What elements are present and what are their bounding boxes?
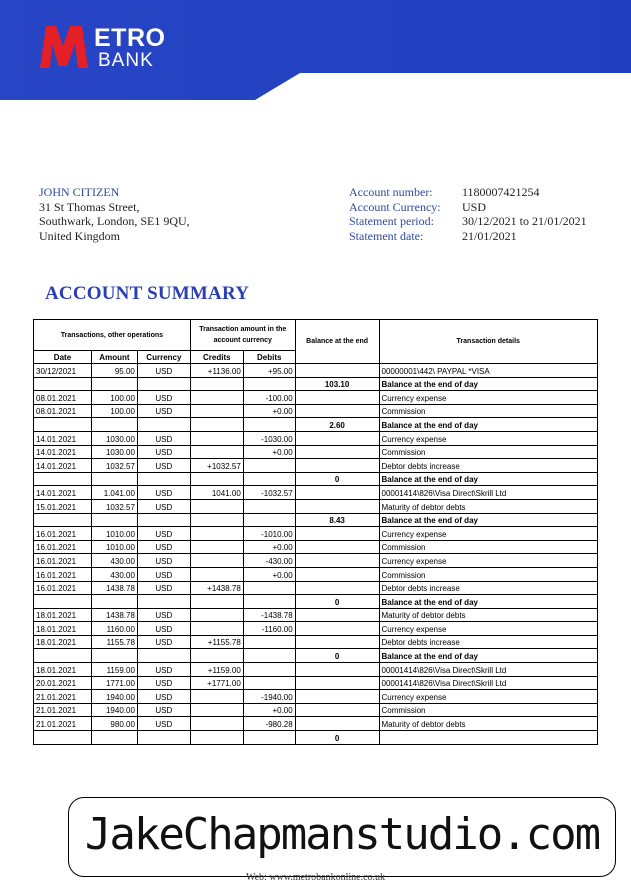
cell-amount: 430.00	[91, 567, 137, 581]
header-transaction-amount: Transaction amount in the account currency	[190, 320, 295, 351]
cell-details: Balance at the end of day	[379, 377, 598, 391]
cell-balance	[295, 663, 379, 677]
statement-period-label: Statement period:	[349, 214, 434, 228]
cell-debits	[243, 472, 295, 486]
cell-date: 20.01.2021	[34, 676, 92, 690]
cell-date: 15.01.2021	[34, 499, 92, 513]
cell-currency: USD	[137, 663, 190, 677]
table-row	[34, 445, 598, 459]
cell-details: Commission	[379, 703, 598, 717]
address-line-1: 31 St Thomas Street,	[39, 199, 140, 214]
cell-amount: 1438.78	[91, 608, 137, 622]
cell-date: 16.01.2021	[34, 581, 92, 595]
cell-balance	[295, 717, 379, 731]
cell-currency: USD	[137, 567, 190, 581]
account-details	[349, 185, 587, 243]
cell-credits: 1041.00	[190, 486, 243, 500]
cell-currency: USD	[137, 431, 190, 445]
cell-debits: -1030.00	[243, 431, 295, 445]
table-row	[34, 717, 598, 731]
table-row	[34, 486, 598, 500]
statement-date-row	[349, 229, 587, 244]
header-currency: Currency	[137, 351, 190, 364]
table-row	[34, 431, 598, 445]
cell-date: 18.01.2021	[34, 622, 92, 636]
cell-details: Currency expense	[379, 527, 598, 541]
cell-debits: -980.28	[243, 717, 295, 731]
cell-currency	[137, 472, 190, 486]
cell-debits	[243, 595, 295, 609]
table-row	[34, 595, 598, 609]
cell-credits	[190, 595, 243, 609]
cell-date: 14.01.2021	[34, 486, 92, 500]
cell-date: 14.01.2021	[34, 459, 92, 473]
cell-debits	[243, 581, 295, 595]
cell-amount: 1940.00	[91, 703, 137, 717]
cell-debits: -1438.78	[243, 608, 295, 622]
cell-amount: 1.041.00	[91, 486, 137, 500]
cell-date: 18.01.2021	[34, 608, 92, 622]
cell-debits: +0.00	[243, 540, 295, 554]
cell-amount: 1160.00	[91, 622, 137, 636]
cell-credits	[190, 527, 243, 541]
cell-amount	[91, 513, 137, 527]
cell-debits: +0.00	[243, 567, 295, 581]
cell-date: 18.01.2021	[34, 663, 92, 677]
cell-debits	[243, 418, 295, 432]
cell-credits	[190, 554, 243, 568]
cell-debits: -1940.00	[243, 690, 295, 704]
cell-credits	[190, 377, 243, 391]
cell-debits	[243, 649, 295, 663]
cell-amount	[91, 595, 137, 609]
cell-details: Currency expense	[379, 391, 598, 405]
cell-details: Commission	[379, 404, 598, 418]
table-row	[34, 690, 598, 704]
table-header-row	[34, 320, 598, 351]
cell-amount: 100.00	[91, 404, 137, 418]
cell-date	[34, 649, 92, 663]
cell-debits	[243, 513, 295, 527]
cell-date: 18.01.2021	[34, 635, 92, 649]
table-row	[34, 622, 598, 636]
cell-credits	[190, 703, 243, 717]
cell-date: 16.01.2021	[34, 554, 92, 568]
cell-balance	[295, 608, 379, 622]
cell-currency: USD	[137, 581, 190, 595]
watermark-text: JakeChapmanstudio.com	[84, 809, 600, 860]
cell-credits	[190, 445, 243, 459]
cell-balance	[295, 676, 379, 690]
cell-details: Commission	[379, 445, 598, 459]
cell-debits	[243, 676, 295, 690]
cell-credits	[190, 567, 243, 581]
cell-date: 16.01.2021	[34, 527, 92, 541]
cell-details: Debtor debts increase	[379, 635, 598, 649]
cell-amount	[91, 472, 137, 486]
table-row	[34, 663, 598, 677]
cell-currency	[137, 418, 190, 432]
cell-details: Maturity of debtor debts	[379, 499, 598, 513]
cell-credits: +1032.57	[190, 459, 243, 473]
cell-credits	[190, 649, 243, 663]
cell-balance	[295, 540, 379, 554]
cell-date: 16.01.2021	[34, 540, 92, 554]
cell-amount: 1159.00	[91, 663, 137, 677]
cell-details: Balance at the end of day	[379, 595, 598, 609]
cell-credits	[190, 499, 243, 513]
cell-amount: 1032.57	[91, 499, 137, 513]
cell-debits: -100.00	[243, 391, 295, 405]
cell-debits: +0.00	[243, 445, 295, 459]
cell-debits	[243, 499, 295, 513]
cell-credits	[190, 717, 243, 731]
cell-currency	[137, 513, 190, 527]
cell-debits	[243, 459, 295, 473]
customer-name: JOHN CITIZEN	[39, 185, 120, 199]
cell-date	[34, 731, 92, 745]
cell-currency: USD	[137, 703, 190, 717]
cell-balance: 103.10	[295, 377, 379, 391]
cell-date	[34, 418, 92, 432]
header-details: Transaction details	[379, 320, 598, 364]
table-row	[34, 364, 598, 378]
cell-currency: USD	[137, 608, 190, 622]
cell-date: 21.01.2021	[34, 703, 92, 717]
cell-amount	[91, 418, 137, 432]
cell-currency: USD	[137, 635, 190, 649]
cell-balance	[295, 459, 379, 473]
cell-amount	[91, 731, 137, 745]
cell-credits: +1155.78	[190, 635, 243, 649]
cell-currency: USD	[137, 676, 190, 690]
cell-balance	[295, 431, 379, 445]
cell-credits	[190, 608, 243, 622]
account-summary-title: ACCOUNT SUMMARY	[45, 283, 250, 304]
cell-details: Commission	[379, 567, 598, 581]
header-credits: Credits	[190, 351, 243, 364]
cell-balance	[295, 703, 379, 717]
cell-balance: 8.43	[295, 513, 379, 527]
address-line-2: Southwark, London, SE1 9QU,	[39, 214, 190, 228]
cell-debits: -1032.57	[243, 486, 295, 500]
cell-details: 00000001\442\ PAYPAL *VISA	[379, 364, 598, 378]
cell-currency: USD	[137, 540, 190, 554]
cell-details: Currency expense	[379, 690, 598, 704]
cell-balance	[295, 554, 379, 568]
cell-currency: USD	[137, 499, 190, 513]
cell-credits	[190, 404, 243, 418]
table-row	[34, 527, 598, 541]
cell-details: Balance at the end of day	[379, 649, 598, 663]
cell-debits: +0.00	[243, 703, 295, 717]
cell-balance	[295, 445, 379, 459]
statement-date-label: Statement date:	[349, 228, 424, 243]
cell-date: 16.01.2021	[34, 567, 92, 581]
statement-date-value: 21/01/2021	[462, 228, 517, 243]
cell-balance	[295, 486, 379, 500]
cell-date	[34, 377, 92, 391]
cell-amount: 430.00	[91, 554, 137, 568]
cell-balance	[295, 622, 379, 636]
cell-amount: 1940.00	[91, 690, 137, 704]
cell-debits	[243, 635, 295, 649]
cell-date	[34, 595, 92, 609]
cell-currency: USD	[137, 364, 190, 378]
table-row	[34, 635, 598, 649]
table-row	[34, 418, 598, 432]
metro-bank-logo	[36, 22, 166, 72]
header-amount: Amount	[91, 351, 137, 364]
cell-currency: USD	[137, 690, 190, 704]
header-debits: Debits	[243, 351, 295, 364]
table-row	[34, 391, 598, 405]
cell-date	[34, 472, 92, 486]
address-line-3: United Kingdom	[39, 228, 120, 243]
cell-amount: 1032.57	[91, 459, 137, 473]
cell-amount: 1010.00	[91, 540, 137, 554]
cell-balance	[295, 581, 379, 595]
cell-balance: 0	[295, 472, 379, 486]
cell-amount: 1030.00	[91, 445, 137, 459]
cell-balance	[295, 364, 379, 378]
cell-details: Balance at the end of day	[379, 472, 598, 486]
footer-website: Web: www.metrobankonline.co.uk	[245, 872, 386, 883]
cell-amount: 100.00	[91, 391, 137, 405]
cell-credits	[190, 418, 243, 432]
cell-details: Debtor debts increase	[379, 581, 598, 595]
cell-currency	[137, 595, 190, 609]
cell-credits	[190, 622, 243, 636]
cell-amount	[91, 377, 137, 391]
statement-period-value: 30/12/2021 to 21/01/2021	[462, 214, 587, 228]
cell-currency	[137, 731, 190, 745]
logo-metro-text: ETRO	[94, 24, 166, 52]
table-row	[34, 554, 598, 568]
transactions-table	[33, 319, 598, 745]
cell-details: Currency expense	[379, 622, 598, 636]
cell-date: 21.01.2021	[34, 690, 92, 704]
cell-details: Debtor debts increase	[379, 459, 598, 473]
cell-debits: -430.00	[243, 554, 295, 568]
account-number-row	[349, 185, 587, 200]
cell-debits: -1160.00	[243, 622, 295, 636]
cell-debits	[243, 663, 295, 677]
cell-currency	[137, 649, 190, 663]
cell-amount: 1771.00	[91, 676, 137, 690]
cell-credits: +1438.78	[190, 581, 243, 595]
cell-details: Currency expense	[379, 431, 598, 445]
cell-details: Commission	[379, 540, 598, 554]
statement-period-row	[349, 214, 587, 229]
cell-credits	[190, 731, 243, 745]
account-number-value: 1180007421254	[462, 185, 540, 199]
cell-credits: +1136.00	[190, 364, 243, 378]
table-row	[34, 377, 598, 391]
table-row	[34, 513, 598, 527]
cell-details: Currency expense	[379, 554, 598, 568]
watermark-box	[68, 797, 616, 877]
cell-details	[379, 731, 598, 745]
cell-currency	[137, 377, 190, 391]
cell-details: Balance at the end of day	[379, 418, 598, 432]
cell-balance	[295, 690, 379, 704]
cell-balance: 2.60	[295, 418, 379, 432]
cell-currency: USD	[137, 459, 190, 473]
cell-date	[34, 513, 92, 527]
cell-debits: -1010.00	[243, 527, 295, 541]
cell-details: 00001414\826\Visa Direct\Skrill Ltd	[379, 663, 598, 677]
cell-date: 08.01.2021	[34, 391, 92, 405]
cell-debits: +0.00	[243, 404, 295, 418]
table-row	[34, 676, 598, 690]
cell-currency: USD	[137, 486, 190, 500]
table-row	[34, 608, 598, 622]
table-row	[34, 567, 598, 581]
account-currency-row	[349, 200, 587, 215]
cell-amount	[91, 649, 137, 663]
cell-balance	[295, 567, 379, 581]
table-row	[34, 404, 598, 418]
cell-balance	[295, 635, 379, 649]
cell-date: 08.01.2021	[34, 404, 92, 418]
cell-date: 14.01.2021	[34, 431, 92, 445]
cell-date: 21.01.2021	[34, 717, 92, 731]
cell-credits	[190, 431, 243, 445]
cell-debits	[243, 731, 295, 745]
cell-credits	[190, 391, 243, 405]
cell-currency: USD	[137, 527, 190, 541]
transactions-body	[34, 364, 598, 745]
table-row	[34, 472, 598, 486]
cell-amount: 1010.00	[91, 527, 137, 541]
cell-currency: USD	[137, 622, 190, 636]
table-row	[34, 499, 598, 513]
cell-credits: +1771.00	[190, 676, 243, 690]
logo-m-mark	[36, 22, 96, 72]
cell-currency: USD	[137, 554, 190, 568]
table-row	[34, 731, 598, 745]
logo-bank-text: BANK	[98, 50, 154, 71]
cell-currency: USD	[137, 391, 190, 405]
cell-credits	[190, 513, 243, 527]
cell-amount: 1155.78	[91, 635, 137, 649]
cell-credits	[190, 472, 243, 486]
cell-credits: +1159.00	[190, 663, 243, 677]
cell-balance: 0	[295, 595, 379, 609]
cell-details: Maturity of debtor debts	[379, 717, 598, 731]
table-row	[34, 459, 598, 473]
cell-credits	[190, 690, 243, 704]
table-row	[34, 703, 598, 717]
customer-address-block	[39, 185, 190, 243]
cell-details: 00001414\826\Visa Direct\Skrill Ltd	[379, 486, 598, 500]
cell-balance	[295, 404, 379, 418]
cell-currency: USD	[137, 717, 190, 731]
cell-balance: 0	[295, 649, 379, 663]
account-currency-value: USD	[462, 199, 487, 214]
table-row	[34, 649, 598, 663]
cell-debits	[243, 377, 295, 391]
cell-date: 30/12/2021	[34, 364, 92, 378]
cell-date: 14.01.2021	[34, 445, 92, 459]
account-currency-label: Account Currency:	[349, 199, 441, 214]
cell-amount: 1030.00	[91, 431, 137, 445]
cell-amount: 95.00	[91, 364, 137, 378]
header-balance: Balance at the end	[295, 320, 379, 364]
cell-details: Maturity of debtor debts	[379, 608, 598, 622]
cell-balance: 0	[295, 731, 379, 745]
cell-balance	[295, 499, 379, 513]
cell-details: 00001414\826\Visa Direct\Skrill Ltd	[379, 676, 598, 690]
header-date: Date	[34, 351, 92, 364]
cell-amount: 1438.78	[91, 581, 137, 595]
cell-balance	[295, 391, 379, 405]
table-row	[34, 540, 598, 554]
header-transactions-ops: Transactions, other operations	[34, 320, 191, 351]
cell-amount: 980.00	[91, 717, 137, 731]
cell-details: Balance at the end of day	[379, 513, 598, 527]
cell-currency: USD	[137, 445, 190, 459]
cell-debits: +95.00	[243, 364, 295, 378]
cell-credits	[190, 540, 243, 554]
cell-balance	[295, 527, 379, 541]
table-row	[34, 581, 598, 595]
account-number-label: Account number:	[349, 185, 433, 199]
cell-currency: USD	[137, 404, 190, 418]
